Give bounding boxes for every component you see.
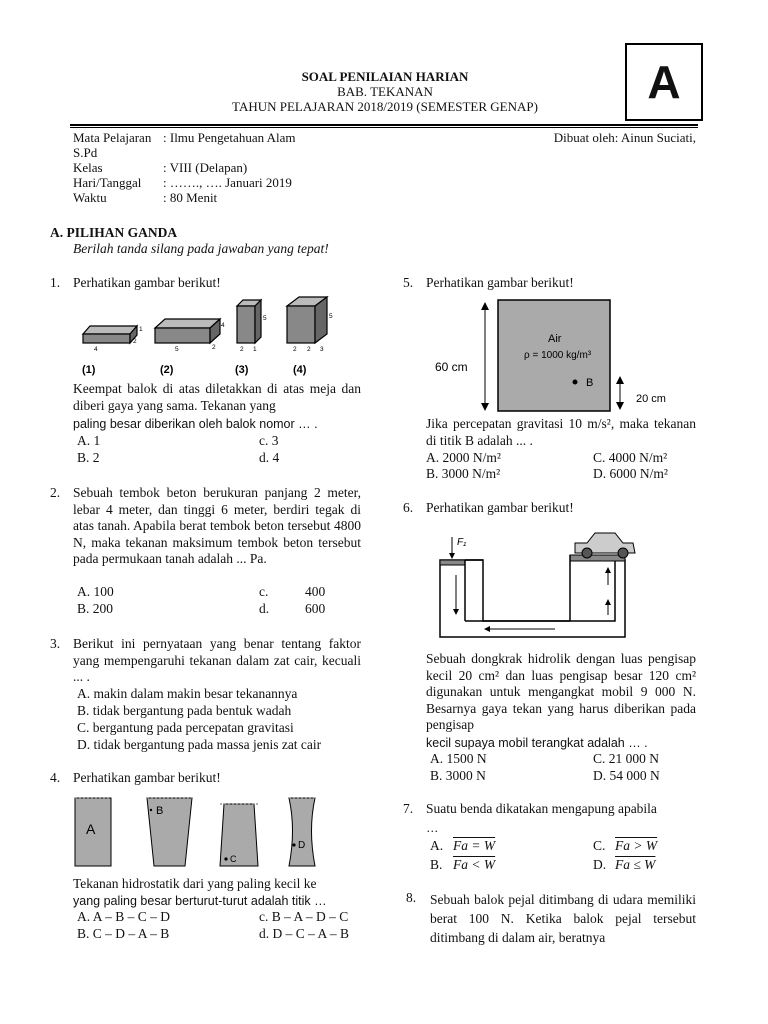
block-label-3: (3) xyxy=(235,364,249,376)
q5-prompt: Perhatikan gambar berikut! xyxy=(426,275,574,290)
q1-option-b[interactable]: B. 2 xyxy=(77,450,100,465)
q7-option-a-value[interactable]: Fa = W xyxy=(453,838,496,853)
q4-containers-figure xyxy=(72,790,332,870)
q7-text: Suatu benda dikatakan mengapung apabila xyxy=(426,801,657,816)
q4-text-end: yang paling besar berturut-turut adalah titik … xyxy=(73,894,327,908)
q1-option-a[interactable]: A. 1 xyxy=(77,433,101,448)
time-value: : 80 Menit xyxy=(163,190,218,205)
q1-text: Keempat balok di atas diletakkan di atas meja dan diberi gaya yang sama. Tekanan yang xyxy=(73,381,361,413)
header-divider-thin xyxy=(70,127,698,128)
q4-option-d[interactable]: d. D – C – A – B xyxy=(259,926,350,941)
container-b xyxy=(147,798,192,866)
section-title: A. PILIHAN GANDA xyxy=(50,225,178,240)
container-d xyxy=(289,798,315,866)
dim-label: 4 xyxy=(94,346,98,353)
q5-option-c[interactable]: C. 4000 N/m² xyxy=(593,450,668,465)
car-icon xyxy=(575,533,635,558)
q7-number: 7. xyxy=(403,801,414,816)
q1-option-d[interactable]: d. 4 xyxy=(259,450,280,465)
page-title: SOAL PENILAIAN HARIAN xyxy=(301,69,469,84)
time-label: Waktu xyxy=(73,190,107,205)
chapter-title: BAB. TEKANAN xyxy=(337,84,433,99)
q5-text: Jika percepatan gravitasi 10 m/s², maka tekanan di titik B adalah ... . xyxy=(426,416,696,448)
q2-number: 2. xyxy=(50,485,61,500)
dim-label: 2 xyxy=(293,346,297,353)
dim-label: 2 xyxy=(240,346,244,353)
q4-option-b[interactable]: B. C – D – A – B xyxy=(77,926,170,941)
q6-option-a[interactable]: A. 1500 N xyxy=(430,751,487,766)
q7-option-c-letter[interactable]: C. xyxy=(593,838,606,853)
q2-option-a[interactable]: A. 100 xyxy=(77,584,114,599)
block1-front xyxy=(83,334,130,343)
q1-prompt: Perhatikan gambar berikut! xyxy=(73,275,221,290)
force-label: F₁ xyxy=(457,537,467,548)
q2-option-d-letter[interactable]: d. xyxy=(259,601,270,616)
dim-label: 5 xyxy=(175,346,179,353)
dim-label: 1 xyxy=(139,326,143,333)
q6-option-d[interactable]: D. 54 000 N xyxy=(593,768,660,783)
author-cont: S.Pd xyxy=(73,145,98,160)
dim-label: 4 xyxy=(221,322,225,329)
q5-option-a[interactable]: A. 2000 N/m² xyxy=(426,450,501,465)
block-label-4: (4) xyxy=(293,364,307,376)
q4-option-a[interactable]: A. A – B – C – D xyxy=(77,909,171,924)
small-piston xyxy=(440,560,465,565)
q3-option-a[interactable]: A. makin dalam makin besar tekanannya xyxy=(77,686,298,701)
q3-option-b[interactable]: B. tidak bergantung pada bentuk wadah xyxy=(77,703,292,718)
q2-option-c-letter[interactable]: c. xyxy=(259,584,269,599)
q5-number: 5. xyxy=(403,275,414,290)
point-b-marker xyxy=(573,380,578,385)
q1-number: 1. xyxy=(50,275,61,290)
q7-option-d-value[interactable]: Fa ≤ W xyxy=(615,857,656,872)
q6-option-c[interactable]: C. 21 000 N xyxy=(593,751,660,766)
q4-option-c[interactable]: c. B – A – D – C xyxy=(259,909,349,924)
section-instruction: Berilah tanda silang pada jawaban yang tepat! xyxy=(73,241,329,256)
q5-option-d[interactable]: D. 6000 N/m² xyxy=(593,466,668,481)
density-label: ρ = 1000 kg/m³ xyxy=(524,350,592,361)
block1-top xyxy=(83,326,137,334)
q1-blocks-figure xyxy=(75,294,365,380)
class-value: : VIII (Delapan) xyxy=(163,160,248,175)
block-label-2: (2) xyxy=(160,364,174,376)
point-b: B xyxy=(156,805,164,817)
point-c: C xyxy=(230,854,237,864)
subject-value: : Ilmu Pengetahuan Alam xyxy=(163,130,296,145)
dim-label: 2 xyxy=(133,338,137,345)
q3-option-c[interactable]: C. bergantung pada percepatan gravitasi xyxy=(77,720,294,735)
author: Dibuat oleh: Ainun Suciati, xyxy=(553,130,696,145)
block-label-1: (1) xyxy=(82,364,96,376)
date-label: Hari/Tanggal xyxy=(73,175,142,190)
point-b-label: B xyxy=(586,377,594,389)
q5-option-b[interactable]: B. 3000 N/m² xyxy=(426,466,501,481)
q8-number: 8. xyxy=(406,890,417,905)
dim-label: 5 xyxy=(263,315,267,322)
q3-text: Berikut ini pernyataan yang benar tentang faktor yang mempengaruhi tekanan dalam zat cair, kecuali ... . xyxy=(73,636,361,684)
q5-tank-figure xyxy=(430,292,700,417)
point-a: A xyxy=(86,821,96,837)
q6-hydraulic-figure xyxy=(435,525,685,645)
q7-option-d-letter[interactable]: D. xyxy=(593,857,607,872)
q1-option-c[interactable]: c. 3 xyxy=(259,433,279,448)
class-label: Kelas xyxy=(73,160,103,175)
q4-prompt: Perhatikan gambar berikut! xyxy=(73,770,221,785)
dim-label: 1 xyxy=(253,346,257,353)
q7-option-b-letter[interactable]: B. xyxy=(430,857,443,872)
q7-option-a-letter[interactable]: A. xyxy=(430,838,444,853)
container-c xyxy=(220,804,258,866)
q3-option-d[interactable]: D. tidak bergantung pada massa jenis zat cair xyxy=(77,737,322,752)
q6-prompt: Perhatikan gambar berikut! xyxy=(426,500,574,515)
subject-label: Mata Pelajaran xyxy=(73,130,152,145)
q4-text: Tekanan hidrostatik dari yang paling kecil ke xyxy=(73,876,317,891)
hydraulic-tube xyxy=(440,560,625,637)
q4-number: 4. xyxy=(50,770,61,785)
q2-option-b[interactable]: B. 200 xyxy=(77,601,114,616)
q7-option-c-value[interactable]: Fa > W xyxy=(615,838,658,853)
q2-option-c-value[interactable]: 400 xyxy=(305,584,326,599)
dim-label: 2 xyxy=(212,344,216,351)
school-year: TAHUN PELAJARAN 2018/2019 (SEMESTER GENAP) xyxy=(232,99,538,114)
q1-text-end: paling besar diberikan oleh balok nomor … . xyxy=(73,417,318,431)
q7-option-b-value[interactable]: Fa < W xyxy=(453,857,496,872)
dim-label: 2 xyxy=(307,346,311,353)
date-value: : ……., …. Januari 2019 xyxy=(163,175,292,190)
q6-number: 6. xyxy=(403,500,414,515)
q6-text-end: kecil supaya mobil terangkat adalah … . xyxy=(426,736,648,750)
version-box: A xyxy=(625,43,703,121)
header-divider xyxy=(70,124,698,126)
q6-option-b[interactable]: B. 3000 N xyxy=(430,768,486,783)
q2-text: Sebuah tembok beton berukuran panjang 2 meter, lebar 4 meter, dan tinggi 6 meter, berdiri tegak di atas tanah. Apabila berat tembok beton tersebut 4800 N, maka tekanan maksimum tembok beton tersebut pada permukaan tanah adalah ... Pa. xyxy=(73,485,361,566)
q8-text: Sebuah balok pejal ditimbang di udara memiliki berat 100 N. Ketika balok pejal tersebut ditimbang di dalam air, beratnya xyxy=(430,892,696,945)
dim-label: 5 xyxy=(329,313,333,320)
q2-option-d-value[interactable]: 600 xyxy=(305,601,326,616)
large-piston xyxy=(570,555,625,561)
q3-number: 3. xyxy=(50,636,61,651)
q7-text-end: … xyxy=(426,821,439,835)
fluid-label: Air xyxy=(548,333,562,345)
q6-text: Sebuah dongkrak hidrolik dengan luas pengisap kecil 20 cm² dan luas pengisap besar 120 cm² digunakan untuk mengangkat mobil 9 000 N. Besarnya gaya tekan yang harus diberikan pada pengisap xyxy=(426,651,696,732)
dim-label: 3 xyxy=(320,346,324,353)
point-d: D xyxy=(298,840,306,851)
depth-label: 20 cm xyxy=(636,393,666,405)
height-label: 60 cm xyxy=(435,360,468,374)
